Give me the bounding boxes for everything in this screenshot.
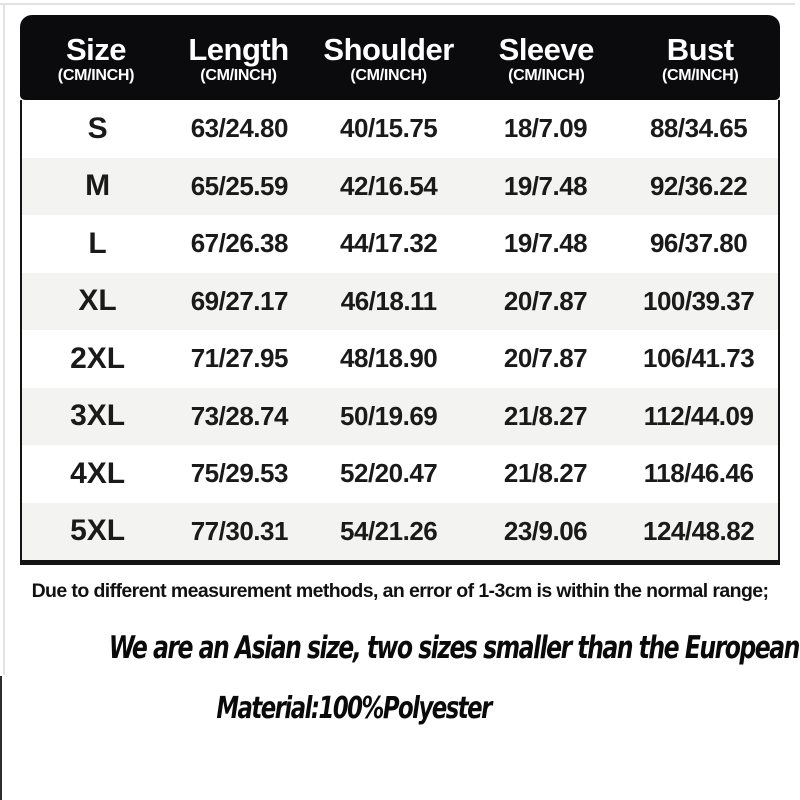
column-label: Bust	[666, 31, 734, 67]
cell-length: 77/30.31	[190, 515, 288, 546]
cell-sleeve: 21/8.27	[503, 400, 588, 431]
column-unit: (CM/INCH)	[508, 66, 585, 84]
column-header-sleeve	[472, 32, 620, 84]
column-unit: (CM/INCH)	[661, 66, 739, 84]
cell-length: 67/26.38	[190, 228, 288, 259]
cell-shoulder: 46/18.11	[340, 285, 437, 316]
size-row-3xl	[22, 388, 778, 446]
cell-sleeve: 19/7.48	[503, 170, 588, 201]
cell-size: 5XL	[70, 514, 126, 548]
size-row-s	[22, 100, 778, 158]
cell-shoulder: 48/18.90	[340, 343, 438, 374]
column-header-shoulder	[305, 32, 472, 84]
photo-edge-top-line	[0, 3, 795, 5]
cell-bust: 118/46.46	[643, 458, 754, 489]
column-header-length	[172, 32, 305, 84]
cell-sleeve: 20/7.87	[503, 285, 588, 316]
cell-bust: 96/37.80	[649, 228, 748, 259]
asian-size-note-text: We are an Asian size, two sizes smaller than the European	[108, 630, 799, 666]
cell-length: 65/25.59	[190, 170, 288, 201]
cell-bust: 100/39.37	[642, 285, 755, 316]
cell-size: S	[87, 111, 108, 145]
cell-length: 69/27.17	[190, 285, 288, 316]
cell-sleeve: 21/8.27	[503, 458, 588, 489]
size-chart-header-row	[20, 15, 780, 100]
photo-edge-left-line	[3, 3, 5, 675]
cell-sleeve: 20/7.87	[503, 343, 588, 374]
cell-bust: 88/34.65	[649, 113, 748, 144]
cell-shoulder: 54/21.26	[340, 515, 438, 546]
size-row-2xl	[22, 330, 778, 388]
cell-bust: 124/48.82	[642, 515, 755, 546]
size-row-l	[22, 215, 778, 273]
size-chart-body	[20, 100, 780, 565]
cell-sleeve: 18/7.09	[503, 113, 588, 144]
column-label: Shoulder	[323, 31, 454, 67]
measurement-disclaimer-text: Due to different measurement methods, an error of 1-3cm is within the normal range;	[31, 580, 769, 602]
cell-bust: 112/44.09	[643, 400, 754, 431]
cell-shoulder: 44/17.32	[340, 228, 438, 259]
column-label: Sleeve	[498, 31, 594, 67]
cell-shoulder: 50/19.69	[340, 400, 438, 431]
cell-bust: 106/41.73	[642, 343, 755, 374]
cell-sleeve: 23/9.06	[503, 515, 588, 546]
cell-length: 73/28.74	[190, 400, 288, 431]
size-row-xl	[22, 273, 778, 331]
cell-size: XL	[78, 284, 117, 318]
size-row-4xl	[22, 445, 778, 503]
column-header-size	[20, 32, 172, 84]
cell-sleeve: 19/7.48	[503, 228, 588, 259]
cell-size: 3XL	[70, 399, 126, 433]
asian-size-note-line	[0, 630, 800, 666]
cell-size: L	[88, 226, 107, 260]
size-row-m	[22, 158, 778, 216]
column-unit: (CM/INCH)	[200, 66, 277, 84]
column-label: Length	[188, 31, 289, 67]
cell-shoulder: 40/15.75	[340, 113, 438, 144]
column-unit: (CM/INCH)	[350, 66, 427, 84]
column-label: Size	[65, 31, 127, 67]
cell-size: M	[85, 169, 111, 203]
cell-length: 71/27.95	[190, 343, 288, 374]
column-header-bust	[620, 32, 780, 84]
cell-size: 2XL	[70, 341, 126, 375]
cell-bust: 92/36.22	[649, 170, 748, 201]
column-unit: (CM/INCH)	[57, 66, 135, 84]
cell-length: 75/29.53	[190, 458, 288, 489]
size-chart-table	[20, 15, 780, 565]
cell-size: 4XL	[70, 456, 126, 490]
material-note-line	[0, 691, 754, 726]
cell-shoulder: 52/20.47	[340, 458, 438, 489]
cell-length: 63/24.80	[190, 113, 288, 144]
size-row-5xl	[22, 503, 778, 561]
cell-shoulder: 42/16.54	[340, 170, 438, 201]
material-note-text: Material:100%Polyester	[216, 691, 492, 726]
